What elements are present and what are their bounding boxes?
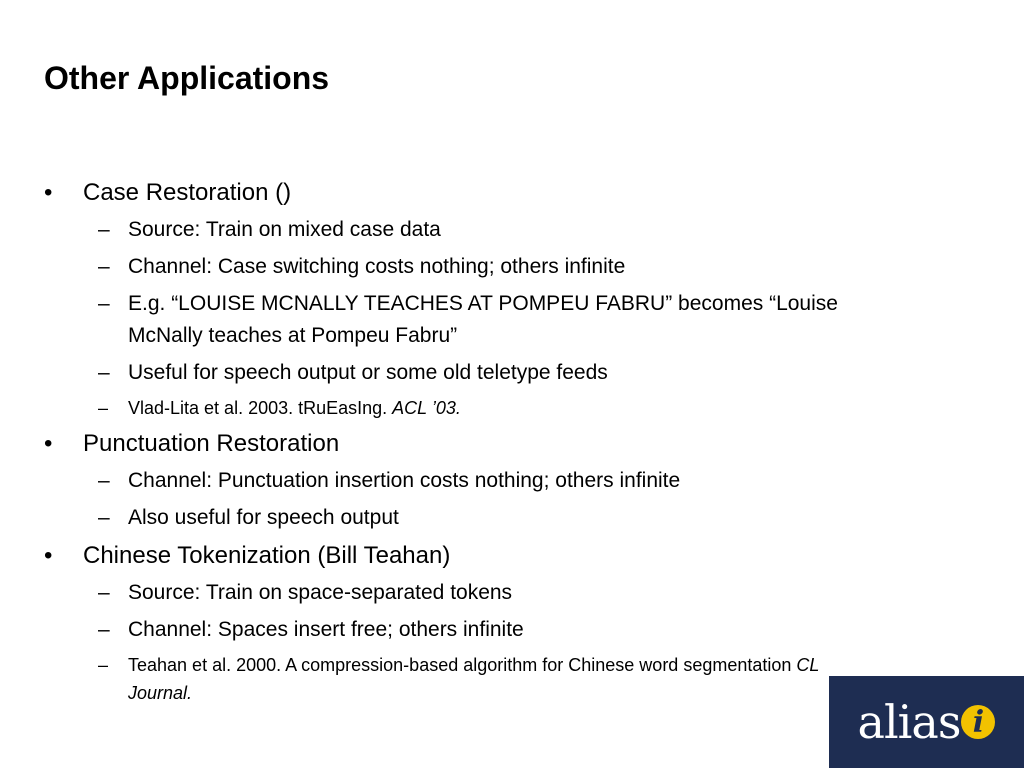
sub-bullet-text: Teahan et al. 2000. A compression-based algorithm for Chinese word segmentation [128,655,797,675]
sub-bullet-item [44,288,844,352]
sub-bullet-marker: – [98,292,110,315]
sub-bullet-marker: – [98,218,110,241]
sub-bullet-marker: – [98,255,110,278]
sub-bullet-item [44,465,844,497]
sub-bullet-text: E.g. “LOUISE MCNALLY TEACHES AT POMPEU FABRU” becomes “Louise McNally teaches at Pompeu Fabru” [128,292,838,347]
bullet-item [44,539,844,572]
sub-bullet-text: Channel: Punctuation insertion costs nothing; others infinite [128,469,681,492]
sub-bullet-marker: – [98,655,109,675]
sub-bullet-citation-italic: ACL ’03. [392,398,461,418]
sub-bullet-text: Channel: Case switching costs nothing; others infinite [128,255,626,278]
bullet-text: Punctuation Restoration [83,430,340,457]
sub-bullet-item [44,357,844,389]
sub-bullet-text: Source: Train on mixed case data [128,218,441,241]
sub-bullet-text: Useful for speech output or some old teletype feeds [128,361,608,384]
logo-badge: i [961,705,995,739]
sub-bullet-marker: – [98,581,110,604]
sub-bullet-marker: – [98,506,110,529]
sub-bullet-item [44,214,844,246]
sub-bullet-marker: – [98,469,110,492]
bullet-marker: • [44,179,53,206]
sub-bullet-text: Channel: Spaces insert free; others infinite [128,618,524,641]
slide-title: Other Applications [44,60,330,96]
sub-bullet-item [44,394,844,422]
bullet-marker: • [44,430,53,457]
bullet-marker: • [44,542,53,569]
sub-bullet-citation-italic: CL Journal. [128,655,820,703]
logo-word: alias [857,695,961,749]
bullet-item [44,176,844,209]
sub-bullet-item [44,251,844,283]
sub-bullet-item [44,577,844,609]
sub-bullet-item [44,651,844,707]
sub-bullet-text: Also useful for speech output [128,506,399,529]
bullet-list [44,176,844,712]
sub-bullet-item [44,614,844,646]
sub-bullet-text: Source: Train on space-separated tokens [128,581,513,604]
sub-bullet-marker: – [98,618,110,641]
bullet-text: Case Restoration () [83,179,292,206]
bullet-item [44,427,844,460]
sub-bullet-marker: – [98,398,109,418]
sub-bullet-text: Vlad-Lita et al. 2003. tRuEasIng. [128,398,393,418]
sub-bullet-item [44,502,844,534]
alias-i-logo [829,676,1024,768]
sub-bullet-marker: – [98,361,110,384]
bullet-text: Chinese Tokenization (Bill Teahan) [83,542,451,569]
